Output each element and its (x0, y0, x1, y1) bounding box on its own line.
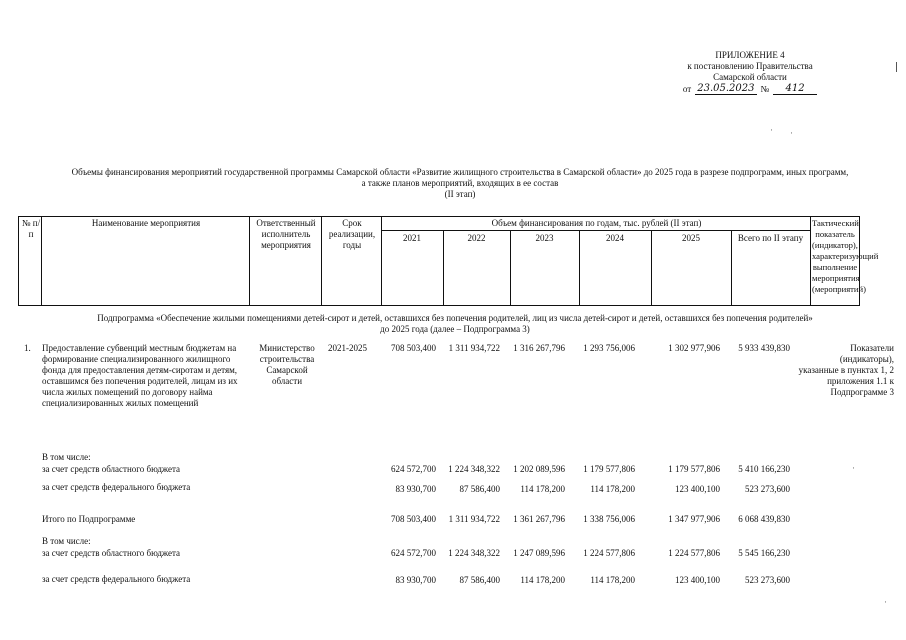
total-total: 6 068 439,830 (738, 514, 790, 524)
regional-2021-2: 624 572,700 (391, 548, 436, 558)
regional-total-1: 5 410 166,230 (738, 464, 790, 474)
regional-2023-1: 1 202 089,596 (513, 464, 565, 474)
federal-total-1: 523 273,600 (745, 484, 790, 494)
regional-2025-1: 1 179 577,806 (668, 464, 720, 474)
appendix-line2: Самарской области (713, 72, 787, 82)
col-total: Всего по II этапу (737, 233, 804, 243)
total-2024: 1 338 756,006 (583, 514, 635, 524)
scan-speck: · (790, 128, 793, 138)
col-year-2025: 2025 (682, 233, 700, 243)
regional-label-1: за счет средств областного бюджета (42, 464, 181, 474)
document-heading (20, 167, 900, 200)
regional-2022-1: 1 224 348,322 (448, 464, 500, 474)
including-label-2: В том числе: (42, 536, 91, 546)
regional-label-2: за счет средств областного бюджета (42, 548, 181, 558)
decree-date: 23.05.2023 (697, 83, 755, 94)
col-num: № п/п (21, 218, 41, 239)
regional-2025-2: 1 224 577,806 (668, 548, 720, 558)
heading-line3: (II этап) (444, 189, 476, 199)
including-label-1: В том числе: (42, 452, 91, 462)
total-label: Итого по Подпрограмме (42, 514, 136, 524)
col-volume: Объем финансирования по годам, тыс. рублей (II этап) (491, 218, 702, 228)
federal-2021-2: 83 930,700 (395, 575, 436, 585)
regional-2021-1: 624 572,700 (391, 464, 436, 474)
federal-2024-1: 114 178,200 (590, 484, 635, 494)
subprogram-title (40, 313, 870, 335)
col-year-2024: 2024 (606, 233, 624, 243)
total-2023: 1 361 267,796 (513, 514, 565, 524)
item-name: Предоставление субвенций местным бюджетам на формирование специализированного жилищного фонда для предоставления детям-сиротам и детям, оставшимся без попечения родителей, лицам из их числа жилых помещений по договору найма специализированных жилых помещений (42, 343, 238, 408)
table-header (18, 216, 879, 306)
scan-speck: · (884, 597, 887, 607)
scan-mark (896, 62, 897, 72)
item-total: 5 933 439,830 (738, 343, 790, 353)
regional-2023-2: 1 247 089,596 (513, 548, 565, 558)
total-2025: 1 347 977,906 (668, 514, 720, 524)
federal-2022-1: 87 586,400 (459, 484, 500, 494)
appendix-line1: к постановлению Правительства (687, 61, 813, 71)
federal-2025-2: 123 400,100 (675, 575, 720, 585)
heading-line1: Объемы финансирования мероприятий государственной программы Самарской области «Развитие жилищного строительства в Самарской области» до 2025 года в разрезе подпрограмм, иных программ, (71, 167, 849, 177)
scan-speck: · (770, 125, 773, 135)
from-label: от (682, 84, 692, 94)
regional-2024-1: 1 179 577,806 (583, 464, 635, 474)
appendix-title: ПРИЛОЖЕНИЕ 4 (715, 50, 785, 60)
item-2022: 1 311 934,722 (448, 343, 500, 353)
total-2022: 1 311 934,722 (448, 514, 500, 524)
col-executor: Ответственный исполнитель мероприятия (256, 218, 316, 250)
federal-2021-1: 83 930,700 (395, 484, 436, 494)
federal-2024-2: 114 178,200 (590, 575, 635, 585)
number-label: № (760, 84, 770, 94)
col-year-2022: 2022 (467, 233, 486, 243)
col-year-2021: 2021 (403, 233, 421, 243)
col-term: Срок реализации, годы (328, 218, 376, 250)
decree-signature-line (650, 83, 850, 95)
appendix-block (650, 50, 850, 95)
regional-2024-2: 1 224 577,806 (583, 548, 635, 558)
item-indicator: Показатели (индикаторы), указанные в пунктах 1, 2 приложения 1.1 к Подпрограмме 3 (798, 343, 894, 397)
item-term: 2021-2025 (328, 343, 367, 353)
federal-2025-1: 123 400,100 (675, 484, 720, 494)
item-2024: 1 293 756,006 (583, 343, 635, 353)
col-name: Наименование мероприятия (91, 218, 201, 228)
federal-2023-2: 114 178,200 (520, 575, 565, 585)
col-indicator: Тактический показатель (индикатор), характеризующий выполнение мероприятия (мероприятий) (812, 218, 879, 294)
item-2025: 1 302 977,906 (668, 343, 720, 353)
decree-number: 412 (773, 83, 817, 95)
federal-label-2: за счет средств федерального бюджета (42, 574, 191, 584)
item-num: 1. (24, 343, 31, 353)
item-executor: Министерство строительства Самарской области (259, 343, 315, 386)
heading-line2: а также планов мероприятий, входящих в ее состав (361, 178, 559, 188)
federal-total-2: 523 273,600 (745, 575, 790, 585)
regional-2022-2: 1 224 348,322 (448, 548, 500, 558)
total-2021: 708 503,400 (391, 514, 436, 524)
subprogram-line2: до 2025 года (далее – Подпрограмма 3) (380, 324, 530, 334)
scan-speck: · (852, 463, 855, 473)
item-2021: 708 503,400 (391, 343, 436, 353)
item-2023: 1 316 267,796 (513, 343, 565, 353)
federal-2023-1: 114 178,200 (520, 484, 565, 494)
federal-label-1: за счет средств федерального бюджета (42, 482, 191, 492)
regional-total-2: 5 545 166,230 (738, 548, 790, 558)
federal-2022-2: 87 586,400 (459, 575, 500, 585)
col-year-2023: 2023 (535, 233, 554, 243)
subprogram-line1: Подпрограмма «Обеспечение жилыми помещениями детей-сирот и детей, оставшихся без попечения родителей, лиц из числа детей-сирот и детей, оставшихся без попечения родителей» (97, 313, 813, 323)
